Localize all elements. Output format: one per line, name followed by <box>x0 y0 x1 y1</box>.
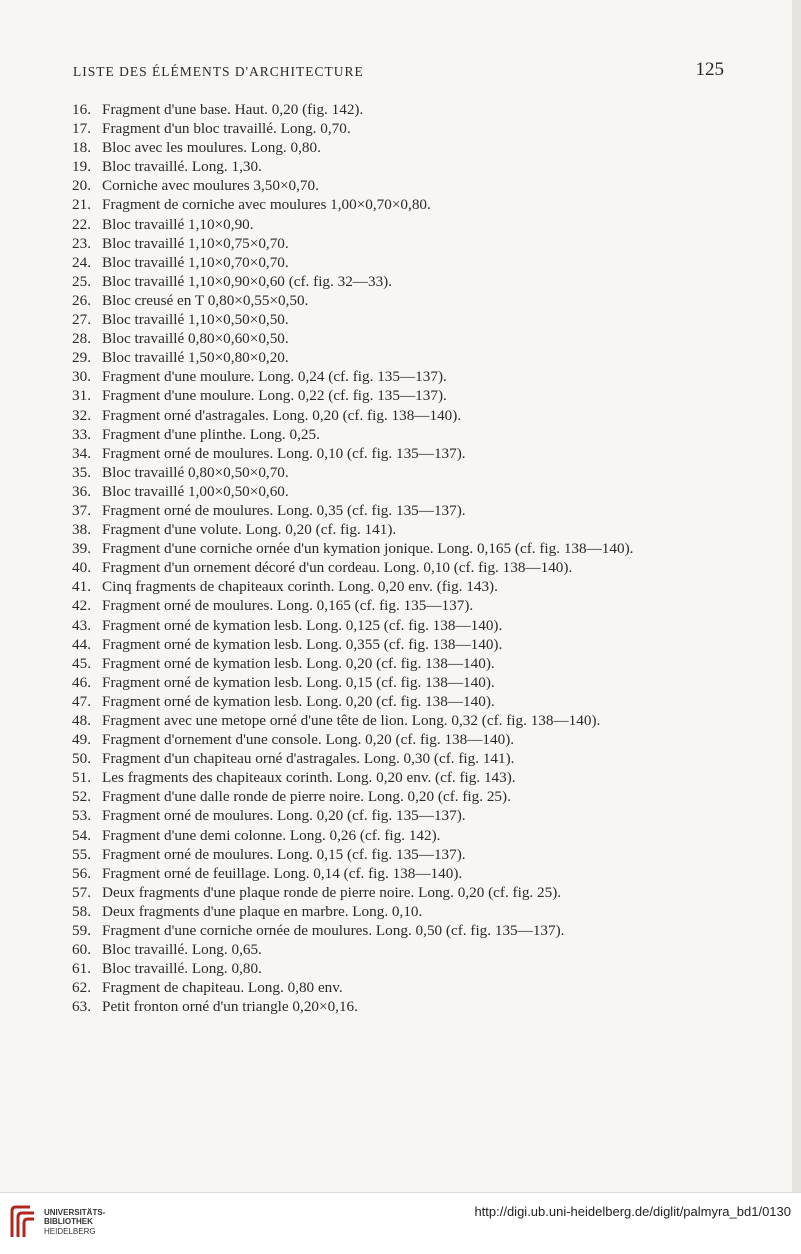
list-item <box>72 386 633 405</box>
list-item <box>72 253 633 272</box>
list-item <box>72 558 633 577</box>
entry-number: 62. <box>72 979 91 997</box>
entry-number: 36. <box>72 482 91 500</box>
list-item <box>72 940 633 959</box>
list-item <box>72 425 633 444</box>
list-item <box>72 577 633 596</box>
entry-text: Corniche avec moulures 3,50×0,70. <box>102 177 319 195</box>
entry-number: 53. <box>72 807 91 825</box>
entry-text: Fragment orné de moulures. Long. 0,35 (cf. fig. 135—137). <box>102 501 466 519</box>
entry-number: 23. <box>72 234 91 252</box>
entry-text: Fragment d'une corniche ornée d'un kymation jonique. Long. 0,165 (cf. fig. 138—140). <box>102 540 634 558</box>
entry-text: Fragment d'un bloc travaillé. Long. 0,70. <box>102 120 351 138</box>
entry-number: 38. <box>72 521 91 539</box>
entry-number: 58. <box>72 902 91 920</box>
entry-text: Bloc travaillé. Long. 1,30. <box>102 158 262 176</box>
entry-text: Fragment orné de kymation lesb. Long. 0,20 (cf. fig. 138—140). <box>102 654 495 672</box>
list-item <box>72 673 633 692</box>
list-item <box>72 749 633 768</box>
entry-number: 45. <box>72 654 91 672</box>
entry-number: 46. <box>72 673 91 691</box>
list-item <box>72 234 633 253</box>
list-item <box>72 329 633 348</box>
entry-text: Les fragments des chapiteaux corinth. Long. 0,20 env. (cf. fig. 143). <box>102 769 516 787</box>
entry-number: 21. <box>72 196 91 214</box>
entry-text: Fragment avec une metope orné d'une tête de lion. Long. 0,32 (cf. fig. 138—140). <box>102 712 601 729</box>
entry-number: 41. <box>72 578 91 596</box>
entry-number: 39. <box>72 540 91 558</box>
entry-number: 50. <box>72 750 91 768</box>
entry-text: Bloc travaillé. Long. 0,80. <box>102 960 262 978</box>
list-item <box>72 864 633 883</box>
entry-text: Fragment orné de kymation lesb. Long. 0,15 (cf. fig. 138—140). <box>102 673 495 691</box>
entry-text: Fragment d'une base. Haut. 0,20 (fig. 142). <box>102 101 364 118</box>
list-item <box>72 195 633 214</box>
entry-number: 17. <box>72 120 91 138</box>
list-item <box>72 272 633 291</box>
list-item <box>72 444 633 463</box>
entry-text: Bloc travaillé 0,80×0,50×0,70. <box>102 463 289 481</box>
list-item <box>72 787 633 806</box>
list-item <box>72 768 633 787</box>
list-item <box>72 616 633 635</box>
list-item <box>72 845 633 864</box>
entry-number: 49. <box>72 731 91 749</box>
entry-number: 22. <box>72 215 91 233</box>
logo-line-1: UNIVERSITÄTS- <box>44 1207 106 1217</box>
element-list <box>72 100 633 1017</box>
entry-text: Bloc travaillé 1,10×0,70×0,70. <box>102 253 289 271</box>
entry-text: Bloc travaillé 1,10×0,75×0,70. <box>102 234 289 252</box>
entry-number: 16. <box>72 101 91 118</box>
entry-number: 48. <box>72 712 91 729</box>
entry-number: 37. <box>72 501 91 519</box>
entry-number: 26. <box>72 291 91 309</box>
entry-number: 20. <box>72 177 91 195</box>
entry-text: Bloc travaillé 1,10×0,90×0,60 (cf. fig. 32—33). <box>102 272 393 290</box>
entry-number: 24. <box>72 253 91 271</box>
entry-number: 63. <box>72 998 91 1016</box>
list-item <box>72 176 633 195</box>
logo-line-2: BIBLIOTHEK <box>44 1217 93 1227</box>
viewer-footer <box>0 1192 801 1254</box>
entry-number: 61. <box>72 960 91 978</box>
list-item <box>72 826 633 845</box>
footer-divider <box>0 1192 801 1193</box>
entry-text: Fragment d'une volute. Long. 0,20 (cf. fig. 141). <box>102 521 397 539</box>
entry-number: 34. <box>72 444 91 462</box>
list-item <box>72 997 633 1016</box>
list-item <box>72 539 633 558</box>
running-title: LISTE DES ÉLÉMENTS D'ARCHITECTURE <box>73 64 364 79</box>
entry-text: Fragment de chapiteau. Long. 0,80 env. <box>102 979 343 997</box>
logo-line-3: HEIDELBERG <box>44 1226 96 1236</box>
entry-number: 47. <box>72 692 91 710</box>
entry-number: 18. <box>72 139 91 157</box>
entry-text: Fragment orné de moulures. Long. 0,165 (cf. fig. 135—137). <box>102 597 474 615</box>
entry-text: Cinq fragments de chapiteaux corinth. Long. 0,20 env. (fig. 143). <box>102 578 498 596</box>
list-item <box>72 348 633 367</box>
list-item <box>72 367 633 386</box>
entry-text: Fragment d'une demi colonne. Long. 0,26 (cf. fig. 142). <box>102 826 441 844</box>
list-item <box>72 310 633 329</box>
entry-text: Fragment d'un ornement décoré d'un cordeau. Long. 0,10 (cf. fig. 138—140). <box>102 559 573 577</box>
entry-number: 57. <box>72 883 91 901</box>
entry-text: Fragment d'un chapiteau orné d'astragales. Long. 0,30 (cf. fig. 141). <box>102 750 515 768</box>
list-item <box>72 291 633 310</box>
entry-number: 42. <box>72 597 91 615</box>
entry-text: Fragment d'une dalle ronde de pierre noire. Long. 0,20 (cf. fig. 25). <box>102 788 511 806</box>
entry-number: 59. <box>72 922 91 940</box>
entry-text: Fragment orné de moulures. Long. 0,20 (cf. fig. 135—137). <box>102 807 466 825</box>
entry-text: Bloc avec les moulures. Long. 0,80. <box>102 139 321 157</box>
entry-text: Bloc travaillé 1,00×0,50×0,60. <box>102 482 289 500</box>
list-item <box>72 119 633 138</box>
entry-number: 30. <box>72 368 91 386</box>
entry-number: 28. <box>72 330 91 348</box>
list-item <box>72 596 633 615</box>
list-item <box>72 463 633 482</box>
entry-text: Fragment orné de feuillage. Long. 0,14 (cf. fig. 138—140). <box>102 864 463 882</box>
page-number: 125 <box>695 59 724 80</box>
list-item <box>72 157 633 176</box>
list-item <box>72 902 633 921</box>
entry-text: Deux fragments d'une plaque ronde de pierre noire. Long. 0,20 (cf. fig. 25). <box>102 883 562 901</box>
entry-text: Fragment d'une corniche ornée de moulures. Long. 0,50 (cf. fig. 135—137). <box>102 922 565 940</box>
list-item <box>72 711 633 730</box>
list-item <box>72 635 633 654</box>
entry-number: 25. <box>72 272 91 290</box>
entry-text: Bloc travaillé. Long. 0,65. <box>102 941 262 959</box>
entry-text: Fragment orné de moulures. Long. 0,15 (cf. fig. 135—137). <box>102 845 466 863</box>
entry-text: Fragment d'une plinthe. Long. 0,25. <box>102 425 320 443</box>
entry-text: Petit fronton orné d'un triangle 0,20×0,16. <box>102 998 358 1016</box>
entry-text: Fragment orné d'astragales. Long. 0,20 (cf. fig. 138—140). <box>102 406 462 424</box>
entry-text: Bloc travaillé 1,10×0,50×0,50. <box>102 311 289 329</box>
list-item <box>72 692 633 711</box>
list-item <box>72 978 633 997</box>
list-item <box>72 921 633 940</box>
entry-text: Bloc travaillé 0,80×0,60×0,50. <box>102 330 289 348</box>
entry-text: Bloc travaillé 1,10×0,90. <box>102 215 254 233</box>
list-item <box>72 520 633 539</box>
list-item <box>72 406 633 425</box>
list-item <box>72 138 633 157</box>
entry-text: Bloc creusé en T 0,80×0,55×0,50. <box>102 291 309 309</box>
list-item <box>72 730 633 749</box>
entry-text: Deux fragments d'une plaque en marbre. Long. 0,10. <box>102 902 423 920</box>
entry-text: Fragment d'une moulure. Long. 0,22 (cf. fig. 135—137). <box>102 387 447 405</box>
page-edge <box>792 0 801 1192</box>
entry-number: 52. <box>72 788 91 806</box>
entry-number: 54. <box>72 826 91 844</box>
entry-number: 40. <box>72 559 91 577</box>
entry-text: Fragment d'ornement d'une console. Long. 0,20 (cf. fig. 138—140). <box>102 731 515 749</box>
list-item <box>72 100 633 119</box>
entry-text: Fragment orné de kymation lesb. Long. 0,355 (cf. fig. 138—140). <box>102 635 503 653</box>
university-library-logo-icon <box>8 1203 38 1241</box>
entry-number: 19. <box>72 158 91 176</box>
entry-text: Fragment orné de kymation lesb. Long. 0,20 (cf. fig. 138—140). <box>102 692 495 710</box>
entry-number: 29. <box>72 349 91 367</box>
entry-text: Fragment orné de moulures. Long. 0,10 (cf. fig. 135—137). <box>102 444 466 462</box>
list-item <box>72 883 633 902</box>
entry-number: 43. <box>72 616 91 634</box>
entry-text: Bloc travaillé 1,50×0,80×0,20. <box>102 349 289 367</box>
list-item <box>72 501 633 520</box>
library-logo-text <box>44 1208 105 1237</box>
entry-number: 51. <box>72 769 91 787</box>
entry-number: 44. <box>72 635 91 653</box>
entry-number: 33. <box>72 425 91 443</box>
entry-number: 32. <box>72 406 91 424</box>
entry-text: Fragment de corniche avec moulures 1,00×0,70×0,80. <box>102 196 431 214</box>
entry-number: 60. <box>72 941 91 959</box>
entry-number: 55. <box>72 845 91 863</box>
list-item <box>72 806 633 825</box>
list-item <box>72 959 633 978</box>
library-logo[interactable] <box>8 1203 105 1241</box>
entry-number: 35. <box>72 463 91 481</box>
entry-number: 56. <box>72 864 91 882</box>
entry-number: 27. <box>72 311 91 329</box>
entry-number: 31. <box>72 387 91 405</box>
list-item <box>72 482 633 501</box>
entry-text: Fragment orné de kymation lesb. Long. 0,125 (cf. fig. 138—140). <box>102 616 503 634</box>
entry-text: Fragment d'une moulure. Long. 0,24 (cf. fig. 135—137). <box>102 368 447 386</box>
list-item <box>72 215 633 234</box>
source-url-link[interactable]: http://digi.ub.uni-heidelberg.de/diglit/palmyra_bd1/0130 <box>474 1204 791 1219</box>
list-item <box>72 654 633 673</box>
